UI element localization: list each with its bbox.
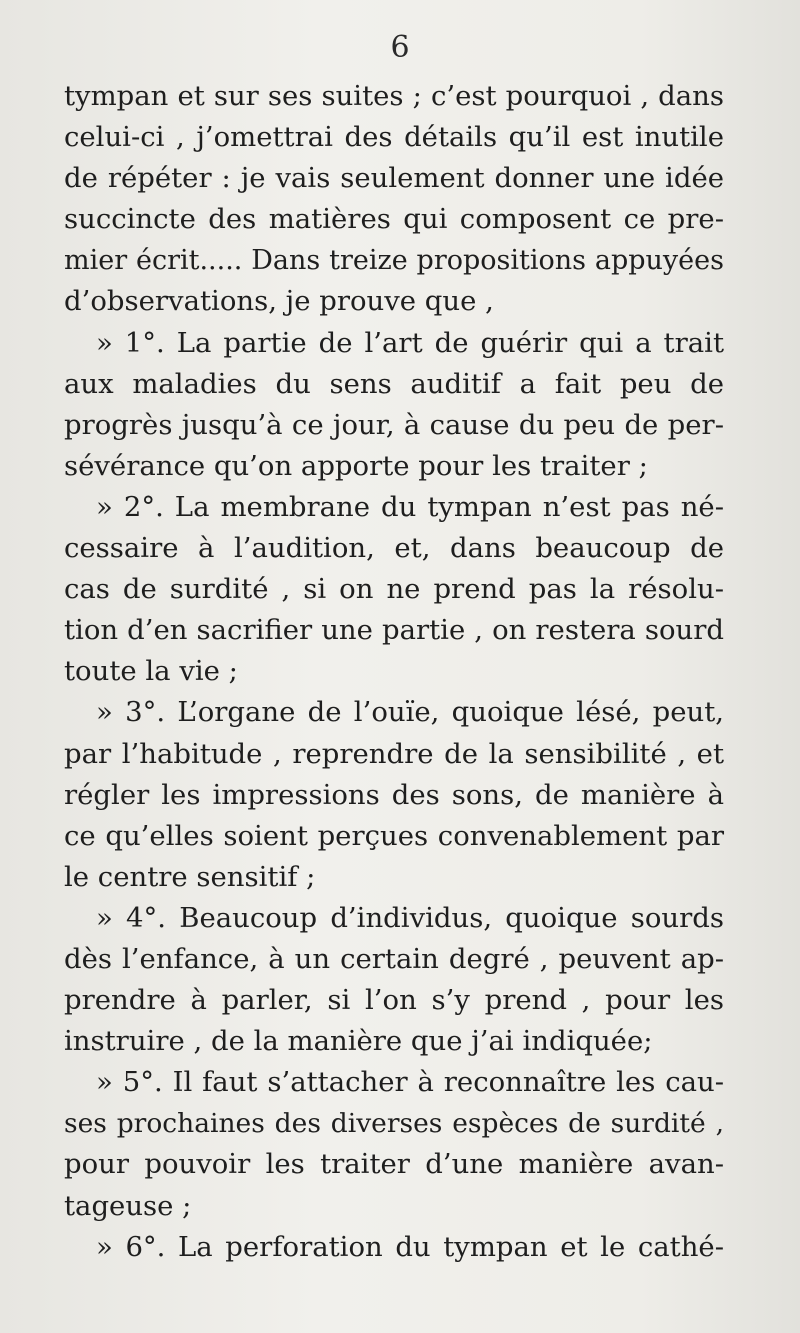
text-line: prendre à parler, si l’on s’y prend , pour les (64, 984, 724, 1017)
text-line: » 1°. La partie de l’art de guérir qui a trait (96, 326, 724, 359)
body-text (64, 76, 724, 1268)
text-line: instruire , de la manière que j’ai indiquée; (64, 1025, 653, 1058)
text-line: tympan et sur ses suites ; c’est pourquoi , dans (64, 80, 724, 112)
text-line: celui-ci , j’omettrai des détails qu’il est inutile (64, 121, 724, 154)
text-line: pour pouvoir les traiter d’une manière avan- (64, 1148, 724, 1181)
text-line: tageuse ; (64, 1189, 192, 1222)
text-line: ses prochaines des diverses espèces de surdité , (64, 1108, 724, 1140)
text-line: ce qu’elles soient perçues convenablement par (64, 819, 724, 852)
text-line: sévérance qu’on apporte pour les traiter ; (64, 449, 648, 482)
text-line: dès l’enfance, à un certain degré , peuvent ap- (64, 942, 724, 975)
text-line: succincte des matières qui composent ce pre- (64, 203, 724, 236)
text-line: » 2°. La membrane du tympan n’est pas né- (96, 490, 724, 523)
text-line: » 6°. La perforation du tympan et le cathé- (96, 1230, 724, 1263)
text-line: » 4°. Beaucoup d’individus, quoique sourds (96, 901, 724, 934)
text-line: cessaire à l’audition, et, dans beaucoup de (64, 532, 724, 565)
text-line: le centre sensitif ; (64, 860, 316, 893)
text-line: régler les impressions des sons, de manière à (64, 778, 724, 811)
text-line: mier écrit..... Dans treize propositions appuyées (64, 245, 724, 277)
text-line: » 3°. L’organe de l’ouïe, quoique lésé, peut, (96, 696, 724, 729)
text-line: aux maladies du sens auditif a fait peu de (64, 367, 724, 400)
text-line: progrès jusqu’à ce jour, à cause du peu de per- (64, 408, 724, 441)
text-line: tion d’en sacrifier une partie , on restera sourd (64, 614, 724, 647)
text-line: de répéter : je vais seulement donner une idée (64, 162, 724, 195)
text-line: toute la vie ; (64, 655, 238, 688)
page-number: 6 (390, 30, 410, 65)
text-line: cas de surdité , si on ne prend pas la résolu- (64, 573, 724, 606)
text-line: d’observations, je prouve que , (64, 285, 494, 318)
text-line: par l’habitude , reprendre de la sensibilité , et (64, 737, 724, 770)
text-line: » 5°. Il faut s’attacher à reconnaître les cau- (96, 1066, 724, 1099)
